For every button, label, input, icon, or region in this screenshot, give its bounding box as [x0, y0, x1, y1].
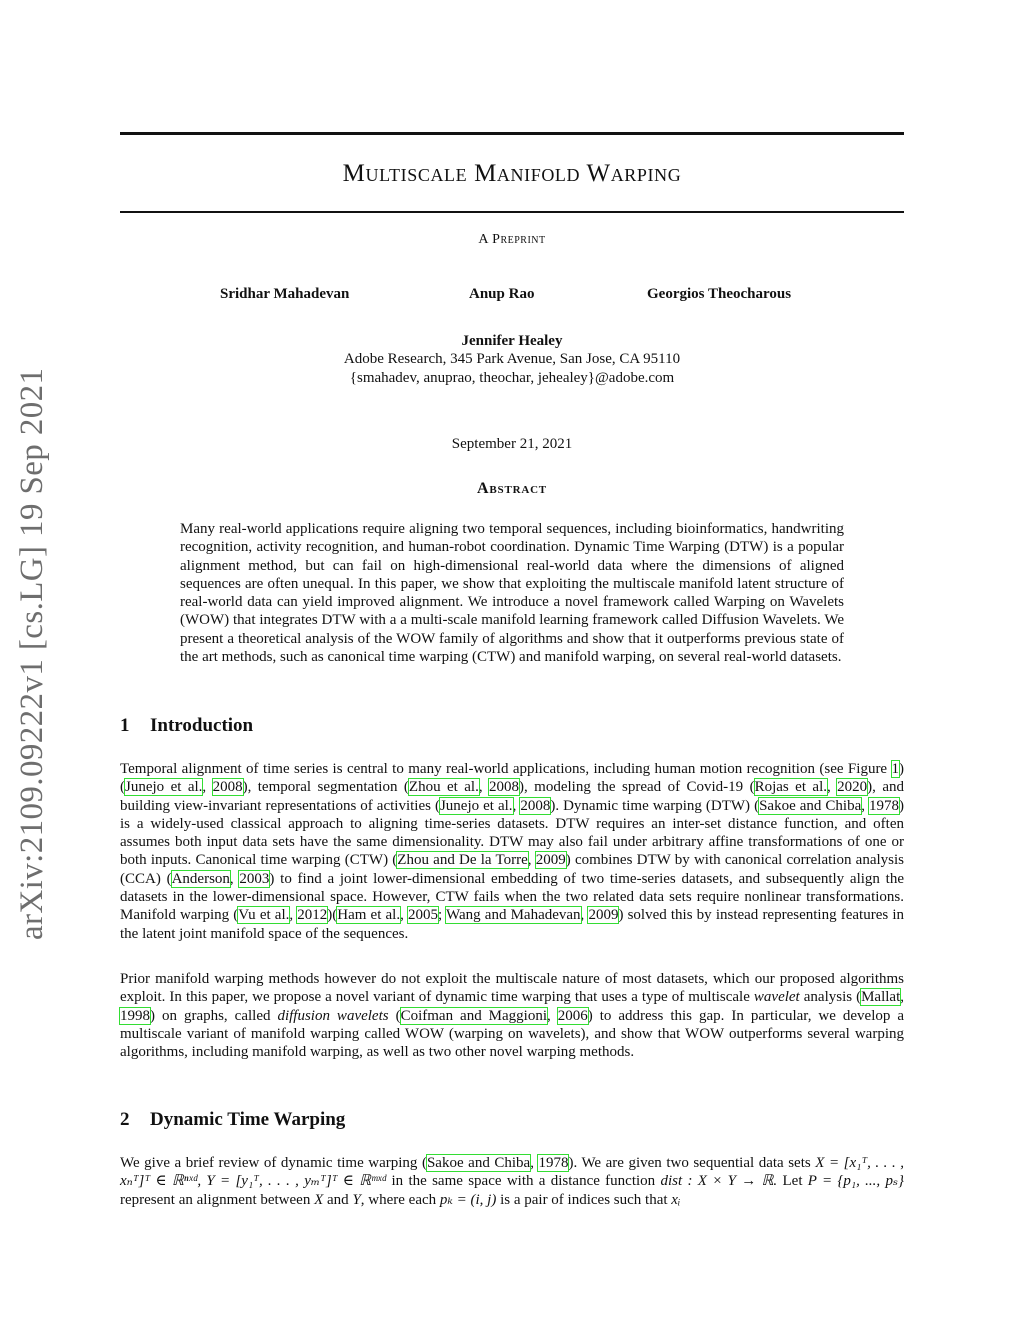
dtw-paragraph-1	[120, 1154, 904, 1209]
section-title: Introduction	[150, 715, 254, 736]
text: ,	[530, 1155, 539, 1171]
affiliation: Adobe Research, 345 Park Avenue, San Jose, CA 95110	[343, 351, 681, 367]
section-number: 1	[120, 715, 130, 736]
author-name: Sridhar Mahadevan	[220, 286, 350, 302]
citation-link[interactable]: Wang and Mahadevan	[446, 907, 581, 924]
citation-link[interactable]: 2012	[297, 907, 328, 924]
figure-link[interactable]: 1	[891, 761, 899, 777]
text: ,	[580, 907, 589, 924]
text: ) on graphs, called	[150, 1007, 278, 1024]
paper-title: Multiscale Manifold Warping	[342, 160, 682, 187]
citation-link[interactable]: Coifman and Maggioni	[400, 1007, 548, 1024]
preprint-label: A Preprint	[478, 232, 546, 247]
text: ). We are given two sequential data sets	[568, 1155, 816, 1171]
text: (	[388, 1007, 401, 1024]
math-expression: X =	[815, 1155, 840, 1171]
section-title: Dynamic Time Warping	[150, 1109, 346, 1130]
author-name: Jennifer Healey	[461, 333, 563, 349]
text: ), and building view-invariant representations of activities (	[120, 779, 904, 814]
citation-link[interactable]: 2008	[520, 797, 551, 814]
section-heading-introduction	[120, 715, 253, 737]
math-expression: xᵢ	[671, 1191, 681, 1208]
text: ;	[437, 907, 447, 924]
text: ), temporal segmentation (	[242, 779, 409, 796]
title-rule-bottom	[120, 211, 904, 213]
text: ) to address this gap. In particular, we develop a multiscale variant of manifold warping called WOW (warping on wavelets), and show that WOW outperforms several warping algorithms, including manifold warping, as well as two other novel warping methods.	[120, 1007, 905, 1061]
text: )(	[327, 907, 338, 924]
citation-link[interactable]: 1978	[538, 1155, 569, 1171]
citation-link[interactable]: Sakoe and Chiba	[759, 797, 862, 814]
math-expression: X	[314, 1191, 324, 1208]
text: Let	[782, 1173, 808, 1190]
math-expression: pₖ = (i, j)	[439, 1191, 497, 1208]
intro-paragraph-2	[120, 970, 904, 1061]
text: ) is a widely-used classical approach to aligning time-series datasets. DTW requires an inter-set distance function, and often assumes both input data sets have the same dimensionality. DTW may also fail under arbitrary affine transformations of one or both inputs. Canonical time warping (CTW) (	[120, 797, 904, 869]
citation-link[interactable]: Mallat	[861, 989, 901, 1006]
text: We give a brief review of dynamic time warping (	[120, 1155, 427, 1171]
title-rule-top	[120, 132, 904, 135]
section-number: 2	[120, 1109, 130, 1130]
citation-link[interactable]: 2008	[489, 779, 519, 796]
citation-link[interactable]: Zhou et al.	[408, 779, 479, 796]
author-name: Anup Rao	[469, 286, 535, 302]
text: , where each	[360, 1191, 440, 1208]
text: Prior manifold warping methods however do not exploit the multiscale nature of most datasets, which our proposed algorithms exploit. In this paper, we propose a novel variant of dynamic time warping that uses a type of multiscale	[120, 971, 904, 1006]
text: ,	[202, 779, 213, 796]
citation-link[interactable]: 2005	[407, 907, 438, 924]
citation-link[interactable]: 1998	[120, 1007, 150, 1024]
text: ,	[289, 907, 298, 924]
text: ). Dynamic time warping (DTW) (	[550, 797, 760, 814]
citation-link[interactable]: Junejo et al.	[125, 779, 203, 796]
text: and	[323, 1191, 353, 1208]
text: ) combines DTW by with canonical correlation analysis (CCA) (	[120, 852, 904, 887]
text: ,	[900, 989, 904, 1006]
citation-link[interactable]: 2008	[212, 779, 243, 796]
text: ,	[861, 797, 869, 814]
math-expression: P = {p₁, ..., pₛ}	[807, 1173, 905, 1190]
citation-link[interactable]: Anderson	[171, 870, 230, 887]
text: ,	[547, 1007, 558, 1024]
text: ,	[229, 870, 240, 887]
intro-paragraph-1	[120, 760, 904, 943]
citation-link[interactable]: 2009	[535, 852, 566, 869]
section-heading-dtw	[120, 1109, 345, 1131]
text: ) (	[120, 761, 904, 796]
math-expression: [x₁ᵀ, . . . , xₙᵀ]ᵀ ∈ ℝⁿˣᵈ, Y = [y₁ᵀ, . . . , yₘᵀ]ᵀ ∈ ℝᵐˣᵈ	[120, 1155, 904, 1190]
text: Temporal alignment of time series is central to many real-world applications, including human motion recognition (see Figure	[120, 761, 892, 777]
text: ), modeling the spread of Covid-19 (	[519, 779, 755, 796]
author-name: Georgios Theocharous	[647, 286, 792, 302]
citation-link[interactable]: Junejo et al.	[439, 797, 513, 814]
citation-link[interactable]: 2009	[588, 907, 619, 924]
emphasis-text: wavelet	[753, 989, 800, 1006]
paper-date: September 21, 2021	[451, 436, 573, 452]
citation-link[interactable]: Sakoe and Chiba	[426, 1155, 531, 1171]
citation-link[interactable]: 2003	[239, 870, 270, 887]
emphasis-text: diffusion wavelets	[277, 1007, 389, 1024]
text: ,	[527, 852, 536, 869]
citation-link[interactable]: 2020	[837, 779, 868, 796]
text: is a pair of indices such that	[496, 1191, 672, 1208]
citation-link[interactable]: 1978	[869, 797, 899, 814]
citation-link[interactable]: 2006	[557, 1007, 588, 1024]
text: in the same space with a distance function	[386, 1173, 661, 1190]
citation-link[interactable]: Rojas et al.	[754, 779, 827, 796]
text: represent an alignment between	[120, 1191, 315, 1208]
text: analysis (	[799, 989, 862, 1006]
text: ,	[827, 779, 838, 796]
math-expression: dist : X × Y → ℝ.	[660, 1173, 778, 1190]
text: ,	[478, 779, 489, 796]
text: ,	[400, 907, 408, 924]
citation-link[interactable]: Zhou and De la Torre	[397, 852, 528, 869]
citation-link[interactable]: Vu et al.	[238, 907, 290, 924]
text: ) to find a joint lower-dimensional embedding of two time-series datasets, and subsequently align the datasets in the lower-dimensional space. However, CTW fails when the two related data sets require nonlinear transformations. Manifold warping (	[120, 870, 904, 924]
citation-link[interactable]: Ham et al.	[337, 907, 401, 924]
math-expression: Y	[352, 1191, 361, 1208]
text: ) solved this by instead representing features in the latent joint manifold space of the sequences.	[120, 907, 904, 942]
arxiv-identifier: arXiv:2109.09222v1 [cs.LG] 19 Sep 2021	[14, 367, 50, 940]
abstract-text: Many real-world applications require aligning two temporal sequences, including bioinformatics, handwriting recognition, activity recognition, and human-robot coordination. Dynamic Time Warping (DTW) is a popular alignment method, but can fail on high-dimensional real-world data where the dimensions of aligned sequences are often unequal. In this paper, we show that exploiting the multiscale manifold latent structure of real-world data can yield improved alignment. We introduce a novel framework called Warping on Wavelets (WOW) that integrates DTW with a a multi-scale manifold learning framework called Diffusion Wavelets. We present a theoretical analysis of the WOW family of algorithms and show that it outperforms previous state of the art methods, such as canonical time warping (CTW) and manifold warping, on several real-world datasets.	[180, 521, 844, 666]
author-emails: {smahadev, anuprao, theochar, jehealey}@adobe.com	[349, 370, 675, 386]
abstract-heading: Abstract	[477, 480, 547, 497]
text: ,	[512, 797, 521, 814]
